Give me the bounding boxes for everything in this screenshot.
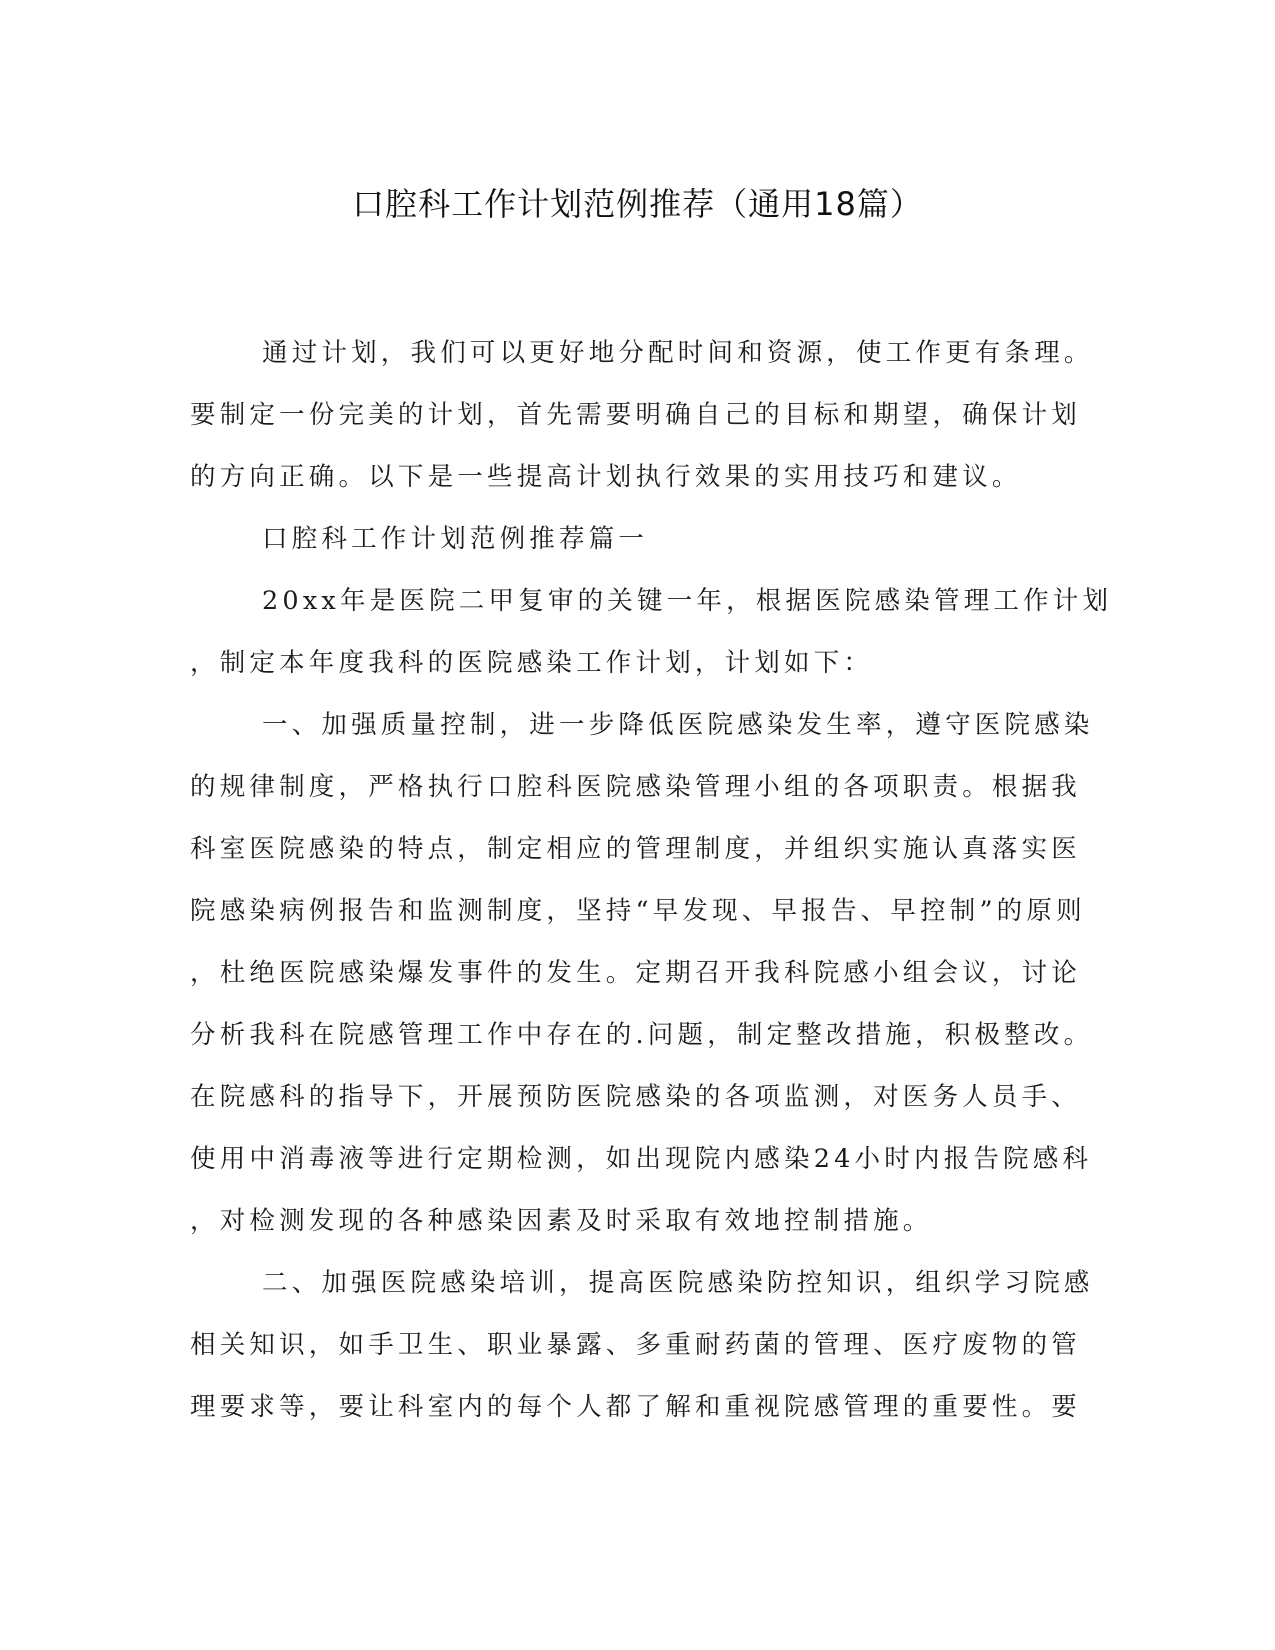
body-line: ，对检测发现的各种感染因素及时采取有效地控制措施。 bbox=[190, 1206, 933, 1236]
document-body bbox=[190, 322, 1113, 1438]
body-line: ，杜绝医院感染爆发事件的发生。定期召开我科院感小组会议，讨论 bbox=[190, 958, 1082, 988]
body-line: 要制定一份完美的计划，首先需要明确自己的目标和期望，确保计划 bbox=[190, 400, 1082, 430]
body-line: 20xx年是医院二甲复审的关键一年，根据医院感染管理工作计划 bbox=[262, 586, 1113, 616]
body-line: 一、加强质量控制，进一步降低医院感染发生率，遵守医院感染 bbox=[262, 710, 1094, 740]
body-line: 分析我科在院感管理工作中存在的.问题，制定整改措施，积极整改。 bbox=[190, 1020, 1094, 1050]
body-line: 相关知识，如手卫生、职业暴露、多重耐药菌的管理、医疗废物的管 bbox=[190, 1330, 1082, 1360]
section-heading: 口腔科工作计划范例推荐篇一 bbox=[262, 524, 649, 554]
body-line: 通过计划，我们可以更好地分配时间和资源，使工作更有条理。 bbox=[262, 338, 1094, 368]
body-line: 院感染病例报告和监测制度，坚持“早发现、早报告、早控制”的原则 bbox=[190, 896, 1086, 926]
body-line: ，制定本年度我科的医院感染工作计划，计划如下： bbox=[190, 648, 874, 678]
body-line: 二、加强医院感染培训，提高医院感染防控知识，组织学习院感 bbox=[262, 1268, 1094, 1298]
body-line: 在院感科的指导下，开展预防医院感染的各项监测，对医务人员手、 bbox=[190, 1082, 1082, 1112]
body-line: 的方向正确。以下是一些提高计划执行效果的实用技巧和建议。 bbox=[190, 462, 1022, 492]
document-title: 口腔科工作计划范例推荐（通用18篇） bbox=[352, 185, 923, 223]
body-line: 理要求等，要让科室内的每个人都了解和重视院感管理的重要性。要 bbox=[190, 1392, 1082, 1422]
body-line: 科室医院感染的特点，制定相应的管理制度，并组织实施认真落实医 bbox=[190, 834, 1082, 864]
body-line: 的规律制度，严格执行口腔科医院感染管理小组的各项职责。根据我 bbox=[190, 772, 1082, 802]
body-line: 使用中消毒液等进行定期检测，如出现院内感染24小时内报告院感科 bbox=[190, 1144, 1093, 1174]
